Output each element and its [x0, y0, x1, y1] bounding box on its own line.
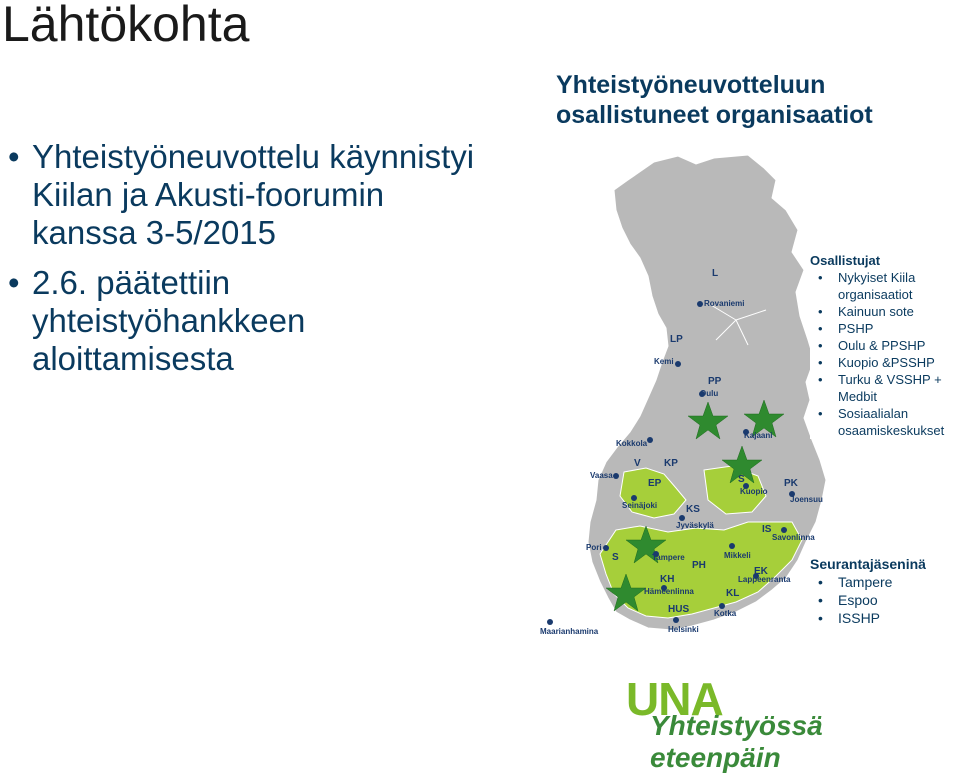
region-label: KH: [660, 574, 675, 585]
region-label: PP: [708, 376, 722, 387]
legend-item: • PSHP: [810, 320, 960, 337]
bullet-item: • Yhteistyöneuvottelu käynnistyi Kiilan ja Akusti-foorumin kanssa 3-5/2015: [8, 138, 488, 252]
legend-item: • Oulu & PPSHP: [810, 337, 960, 354]
city-label: Maarianhamina: [540, 627, 599, 636]
city-dot: [697, 301, 703, 307]
city-label: Kuopio: [740, 487, 768, 496]
city-label: Tampere: [652, 553, 685, 562]
region-label: KP: [664, 458, 678, 469]
region-label: EP: [648, 478, 662, 489]
map-heading-line: Yhteistyöneuvotteluun: [556, 71, 826, 99]
follower-item: • ISSHP: [810, 609, 960, 627]
city-label: Oulu: [700, 389, 719, 398]
legend-item: • Turku & VSSHP + Medbit: [810, 371, 960, 405]
region-label: IS: [762, 524, 772, 535]
region-label: PK: [784, 478, 798, 489]
region-label: L: [712, 268, 719, 279]
city-label: Pori: [586, 543, 602, 552]
city-label: Joensuu: [790, 495, 823, 504]
map-heading-line: osallistuneet organisaatiot: [556, 101, 873, 129]
city-label: Kotka: [714, 609, 737, 618]
city-label: Lappeenranta: [738, 575, 791, 584]
city-dot: [675, 361, 681, 367]
region-label: KS: [686, 504, 700, 515]
finland-map: [536, 150, 836, 650]
city-label: Mikkeli: [724, 551, 751, 560]
followers-box: [810, 555, 960, 627]
city-dot: [547, 619, 553, 625]
participants-legend: [810, 252, 960, 439]
city-label: Savonlinna: [772, 533, 815, 542]
follower-item: • Tampere: [810, 573, 960, 591]
region-label: S: [612, 552, 619, 563]
legend-item: • Kuopio &PSSHP: [810, 354, 960, 371]
city-dot: [603, 545, 609, 551]
city-label: Kemi: [654, 357, 674, 366]
legend-item: • Nykyiset Kiila organisaatiot: [810, 269, 960, 303]
logo-main-text: UNA: [626, 673, 723, 725]
region-label: KL: [726, 588, 740, 599]
city-dot: [729, 543, 735, 549]
city-label: Rovaniemi: [704, 299, 745, 308]
una-logo: [620, 672, 955, 773]
city-dot: [613, 473, 619, 479]
city-label: Helsinki: [668, 625, 699, 634]
region-label: HUS: [668, 604, 690, 615]
followers-title: Seurantajäseninä: [810, 556, 926, 572]
city-label: Kajaani: [744, 431, 773, 440]
logo-tagline: Yhteistyössä eteenpäin: [650, 710, 823, 773]
slide-title: Lähtökohta: [2, 0, 250, 52]
map-heading: [556, 70, 956, 130]
city-label: Vaasa: [590, 471, 613, 480]
region-label: S: [738, 474, 745, 485]
region-label: PH: [692, 560, 706, 571]
legend-title: Osallistujat: [810, 253, 881, 268]
bullet-item: • 2.6. päätettiin yhteistyöhankkeen aloittamisesta: [8, 264, 488, 378]
city-label: Jyväskylä: [676, 521, 714, 530]
legend-item: • Sosiaalialan osaamiskeskukset: [810, 405, 960, 439]
bullet-list: [8, 138, 488, 390]
region-label: LP: [670, 334, 683, 345]
city-dot: [647, 437, 653, 443]
follower-item: • Espoo: [810, 591, 960, 609]
city-label: Hämeenlinna: [644, 587, 694, 596]
city-label: Seinäjoki: [622, 501, 658, 510]
city-label: Kokkola: [616, 439, 648, 448]
city-dot: [673, 617, 679, 623]
region-label: EK: [754, 566, 768, 577]
legend-item: • Kainuun sote: [810, 303, 960, 320]
region-label: V: [634, 458, 641, 469]
